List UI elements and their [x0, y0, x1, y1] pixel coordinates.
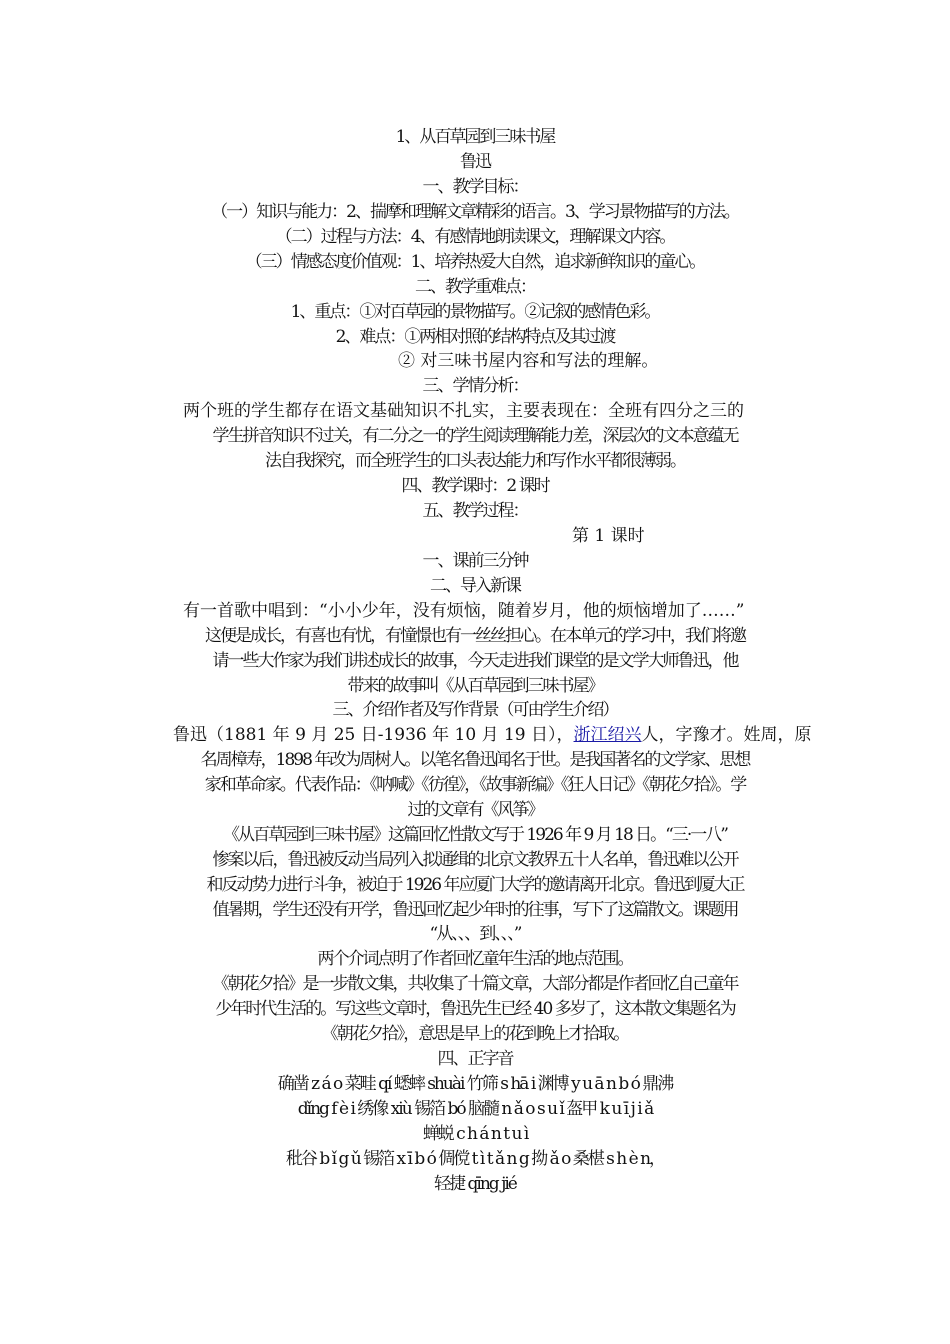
paragraph-line: 值暑期，学生还没有开学，鲁迅回忆起少年时的往事，写下了这篇散文。课题用 [212, 900, 738, 920]
paragraph-line: 请一些大作家为我们讲述成长的故事，今天走进我们课堂的是文学大师鲁迅，他 [212, 651, 738, 671]
paragraph-line: 《朝花夕拾》是一步散文集，共收集了十篇文章，大部分都是作者回忆自己童年 [212, 974, 738, 994]
section-heading: 五、教学过程： [422, 501, 528, 521]
bio-first-line [173, 723, 812, 747]
paragraph-line: 少年时代生活的。写这些文章时，鲁迅先生已经 40 多岁了，这本散文集题名为 [215, 999, 735, 1019]
pronunciation-line: 秕谷 b ǐ g ǔ 锡箔 x ī b ó 倜傥 t ì t ǎ n g 拗 ǎ o 桑椹 s h è n， [285, 1149, 665, 1169]
paragraph-line: 带来的故事叫《从百草园到三味书屋》 [347, 676, 603, 696]
paragraph-line: 惨案以后，鲁迅被反动当局列入拟通缉的北京文教界五十人名单，鲁迅难以公开 [212, 850, 738, 870]
paragraph-line: 这便是成长，有喜也有忧，有憧憬也有一丝丝担心。在本单元的学习中，我们将邀 [205, 626, 745, 646]
paragraph-line: 过的文章有《风筝》 [407, 800, 543, 820]
author-name: 鲁迅 [460, 152, 490, 172]
paragraph-line: 两个班的学生都存在语文基础知识不扎实，主要表现在：全班有四分之三的 [183, 401, 744, 421]
lesson-number: 第 1 课时 [572, 526, 645, 546]
paragraph-line: 两个介词点明了作者回忆童年生活的地点范围。 [317, 949, 633, 969]
key-point-line: ② 对三味书屋内容和写法的理解。 [398, 351, 659, 371]
pronunciation-line: 蝉蜕 c h á n t u ì [422, 1124, 528, 1144]
paragraph-line: “从、、、到、、、” [429, 924, 521, 944]
section-heading: 二、教学重难点： [415, 277, 535, 297]
paragraph-line: 名周樟寿，1898 年改为周树人。以笔名鲁迅闻名于世。是我国著名的文学家、思想 [200, 750, 750, 770]
step-heading: 四、正字音 [437, 1049, 513, 1069]
bio-text: 人，字豫才。姓周，原 [641, 725, 812, 745]
paragraph-line: 学生拼音知识不过关，有二分之一的学生阅读理解能力差，深层次的文本意蕴无 [212, 426, 738, 446]
paragraph-line: 有一首歌中唱到：“小小少年，没有烦恼，随着岁月，他的烦恼增加了……” [183, 601, 745, 621]
goal-line: （三）情感态度价值观：1、培养热爱大自然，追求新鲜知识的童心。 [245, 252, 705, 272]
bio-text: 鲁迅（1881 年 9 月 25 日-1936 年 10 月 19 日）， [173, 725, 574, 745]
birthplace-link[interactable]: 浙江绍兴 [573, 725, 642, 745]
paragraph-line: 和反动势力进行斗争，被迫于 1926 年应厦门大学的邀请离开北京。鲁迅到厦大正 [206, 875, 744, 895]
paragraph-line: 《从百草园到三味书屋》这篇回忆性散文写于 1926 年 9 月 18 日。“三·一八” [223, 825, 727, 845]
key-point-line: 2、难点：①两相对照的结构特点及其过渡 [335, 327, 615, 347]
step-heading: 二、导入新课 [430, 576, 520, 596]
lesson-title: 1、从百草园到三味书屋 [395, 127, 555, 147]
section-heading: 三、学情分析： [422, 376, 528, 396]
paragraph-line: 家和革命家。代表作品：《呐喊》《彷徨》，《故事新编》《狂人日记》《朝花夕拾》。学 [204, 775, 746, 795]
paragraph-line: 《朝花夕拾》，意思是早上的花到晚上才拾取。 [321, 1024, 629, 1044]
pronunciation-line: dǐng f è i 绣像 xiù 锡箔 bó 脑髓 n ǎ o s u ǐ 盔甲 k u ī j i ǎ [297, 1099, 653, 1119]
paragraph-line: 法自我探究，而全班学生的口头表达能力和写作水平都很薄弱。 [265, 451, 685, 471]
section-heading: 一、教学目标： [422, 177, 528, 197]
pronunciation-line: 轻捷 qīng jié [434, 1174, 516, 1194]
goal-line: （二）过程与方法：4、有感情地朗读课文，理解课文内容。 [275, 227, 675, 247]
step-heading: 一、课前三分钟 [422, 551, 528, 571]
step-heading: 三、介绍作者及写作背景（可由学生介绍） [332, 700, 618, 720]
pronunciation-line: 确凿 z á o 菜畦 qí 蟋蟀 shuài 竹筛 s hā i 渊博 y u ā n b ó 鼎沸 [277, 1074, 673, 1094]
key-point-line: 1、重点：①对百草园的景物描写。②记叙的感情色彩。 [290, 302, 660, 322]
goal-line: （一）知识与能力：2、揣摩和理解文章精彩的语言。3、学习景物描写的方法。 [211, 202, 739, 222]
section-heading: 四、教学课时：2 课时 [401, 476, 549, 496]
